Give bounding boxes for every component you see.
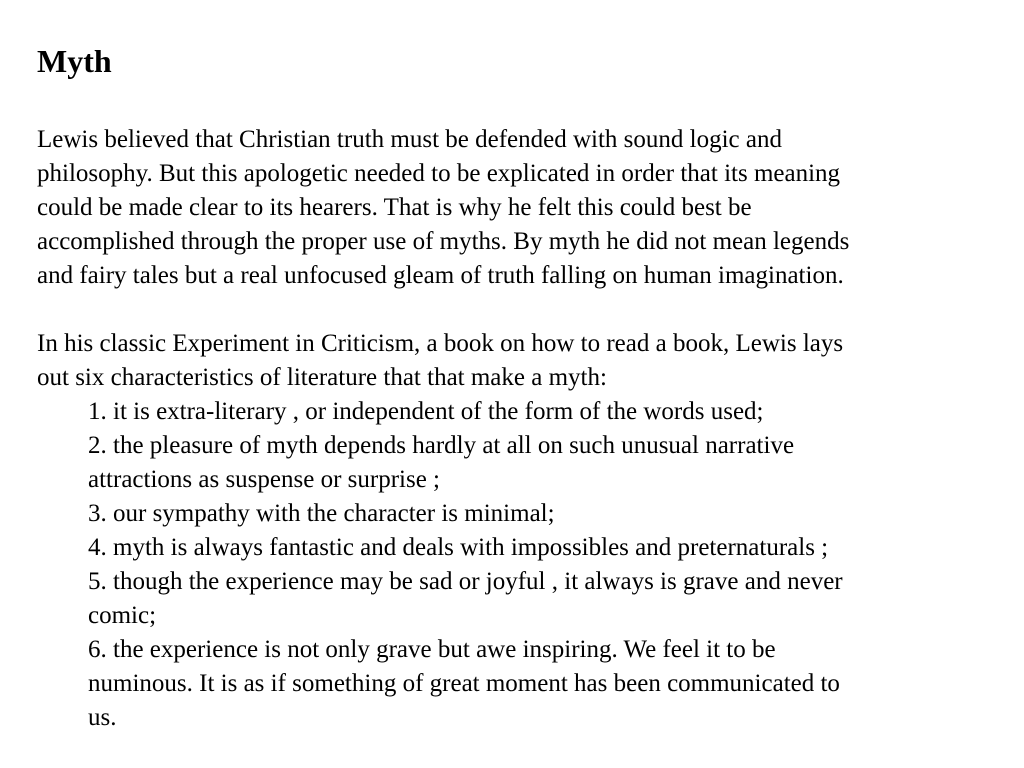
list-item xyxy=(88,497,997,531)
paragraph-characteristics xyxy=(37,327,997,735)
list-item xyxy=(88,565,997,633)
list-item-line: 4. myth is always fantastic and deals with impossibles and preternaturals ; xyxy=(88,534,829,561)
characteristics-list xyxy=(37,395,997,735)
paragraph-intro xyxy=(37,123,997,293)
text-line: out six characteristics of literature that that make a myth: xyxy=(37,364,607,391)
list-item-line: attractions as suspense or surprise ; xyxy=(88,466,441,493)
text-line: and fairy tales but a real unfocused gleam of truth falling on human imagination. xyxy=(37,262,844,289)
text-line: accomplished through the proper use of myths. By myth he did not mean legends xyxy=(37,228,850,255)
text-line: In his classic Experiment in Criticism, a book on how to read a book, Lewis lays xyxy=(37,330,844,357)
list-item xyxy=(88,395,997,429)
list-item xyxy=(88,531,997,565)
list-item-line: comic; xyxy=(88,602,157,629)
list-item-line: 2. the pleasure of myth depends hardly at all on such unusual narrative xyxy=(88,432,795,459)
list-item-line: numinous. It is as if something of great moment has been communicated to xyxy=(88,670,840,697)
list-item-line: 1. it is extra-literary , or independent of the form of the words used; xyxy=(88,398,764,425)
list-item-line: us. xyxy=(88,704,117,731)
list-item-line: 5. though the experience may be sad or joyful , it always is grave and never xyxy=(88,568,843,595)
text-line: Lewis believed that Christian truth must be defended with sound logic and xyxy=(37,126,782,153)
slide-title: Myth xyxy=(37,43,112,79)
slide-body xyxy=(37,123,997,735)
list-item xyxy=(88,633,997,735)
text-line: philosophy. But this apologetic needed to be explicated in order that its meaning xyxy=(37,160,841,187)
list-item-line: 3. our sympathy with the character is minimal; xyxy=(88,500,555,527)
list-item xyxy=(88,429,997,497)
list-item-line: 6. the experience is not only grave but awe inspiring. We feel it to be xyxy=(88,636,776,663)
text-line: could be made clear to its hearers. That is why he felt this could best be xyxy=(37,194,752,221)
